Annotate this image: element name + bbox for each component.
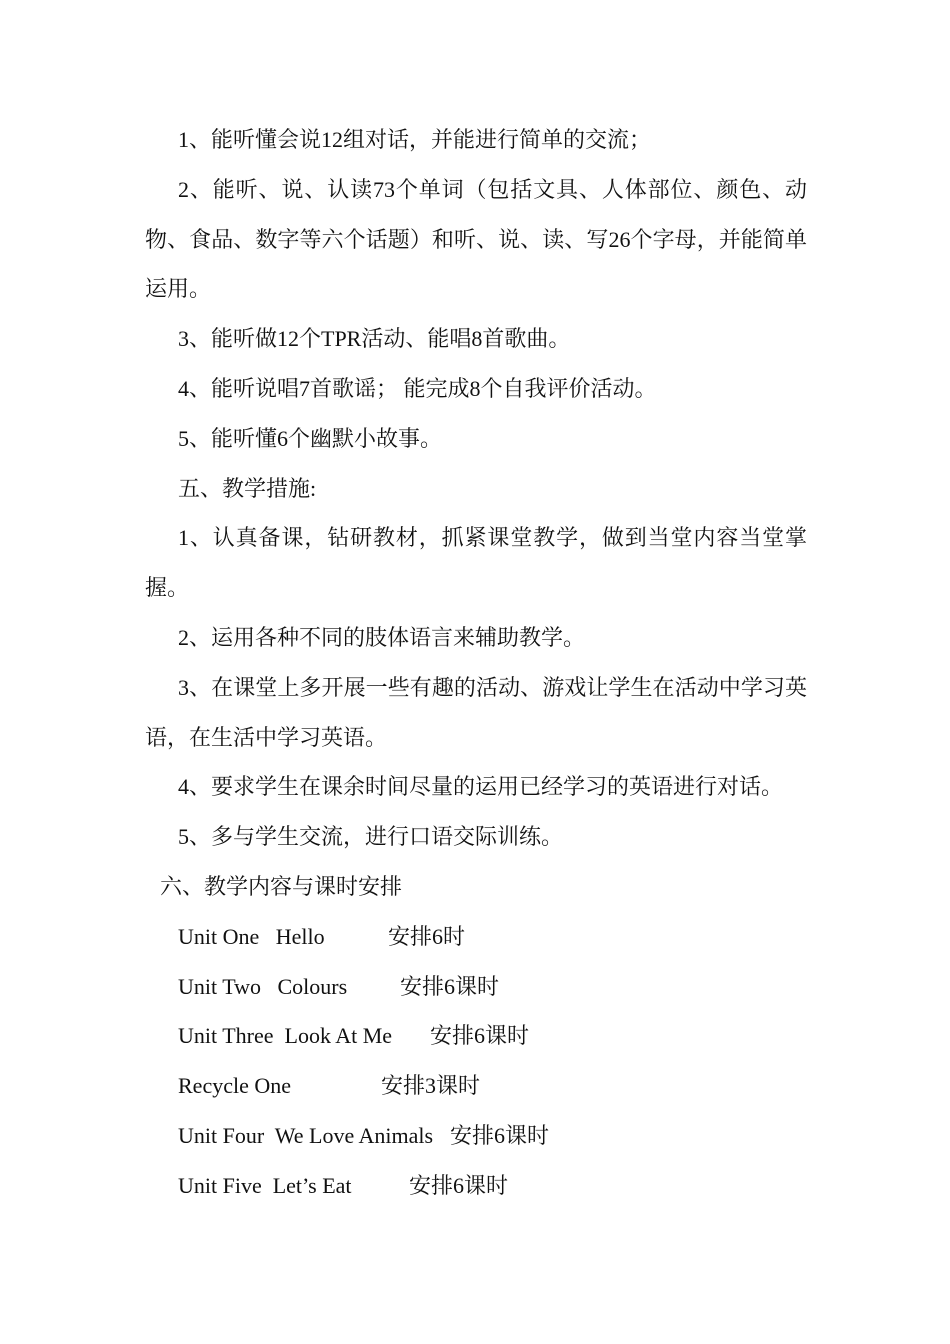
schedule-row — [178, 1061, 807, 1111]
measure-item: 2、运用各种不同的肢体语言来辅助教学。 — [178, 624, 586, 650]
section-heading-measures: 五、教学措施: — [178, 475, 317, 501]
measure-item: 4、要求学生在课余时间尽量的运用已经学习的英语进行对话。 — [178, 774, 784, 800]
schedule-row — [178, 962, 807, 1012]
unit-arrangement: 安排6课时 — [400, 973, 500, 999]
unit-arrangement: 安排6课时 — [450, 1122, 550, 1148]
unit-arrangement: 安排6时 — [388, 923, 466, 949]
schedule-row — [178, 1111, 807, 1161]
schedule-row — [178, 912, 807, 962]
goal-item: 2、能听、说、认读73个单词（包括文具、人体部位、颜色、动物、食品、数字等六个话题）和听、说、读、写26个字母，并能简单运用。 — [145, 176, 807, 302]
section-heading-schedule: 六、教学内容与课时安排 — [160, 873, 403, 899]
goal-item: 4、能听说唱7首歌谣； 能完成8个自我评价活动。 — [178, 375, 657, 401]
unit-name: Recycle One — [178, 1073, 291, 1099]
unit-arrangement: 安排6课时 — [430, 1023, 530, 1049]
schedule-row — [178, 1161, 807, 1211]
measure-item: 1、认真备课，钻研教材，抓紧课堂教学，做到当堂内容当堂掌握。 — [145, 525, 807, 601]
unit-name: Unit Five Let’s Eat — [178, 1172, 352, 1198]
goal-item: 3、能听做12个TPR活动、能唱8首歌曲。 — [178, 326, 571, 352]
unit-arrangement: 安排3课时 — [381, 1073, 481, 1099]
measure-item: 3、在课堂上多开展一些有趣的活动、游戏让学生在活动中学习英语，在生活中学习英语。 — [145, 674, 807, 750]
goal-item: 5、能听懂6个幽默小故事。 — [178, 425, 443, 451]
unit-name: Unit Two Colours — [178, 973, 348, 999]
unit-arrangement: 安排6课时 — [409, 1172, 509, 1198]
unit-name: Unit One Hello — [178, 923, 325, 949]
document-page — [145, 115, 807, 1211]
unit-name: Unit Three Look At Me — [178, 1023, 393, 1049]
schedule-row — [178, 1011, 807, 1061]
unit-name: Unit Four We Love Animals — [178, 1122, 434, 1148]
measure-item: 5、多与学生交流，进行口语交际训练。 — [178, 824, 564, 850]
goal-item: 1、能听懂会说12组对话，并能进行简单的交流； — [178, 127, 652, 152]
